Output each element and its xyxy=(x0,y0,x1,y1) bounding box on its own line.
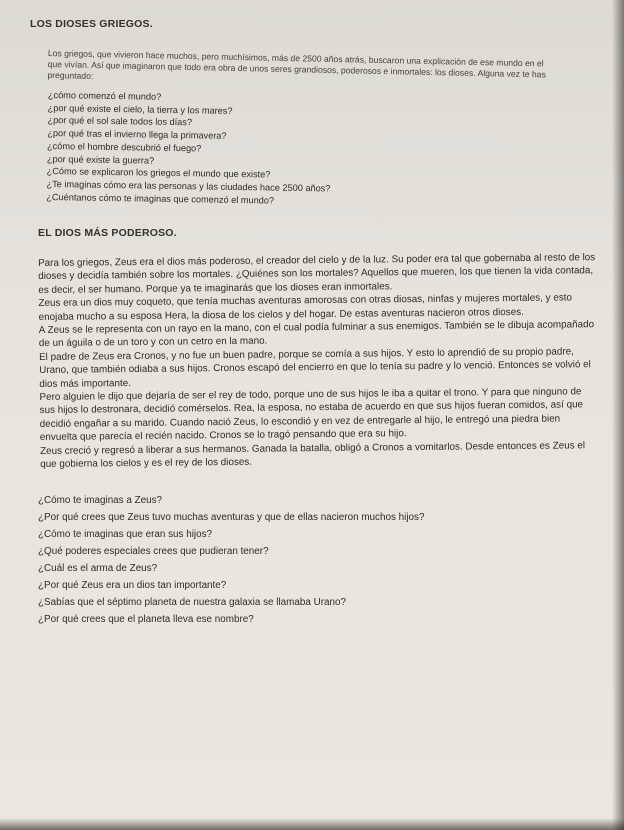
intro-paragraph: Los griegos, que vivieron hace muchos, pero muchísimos, más de 2500 años atrás, buscaron una explicación de ese mundo en el que vivían. Así que imaginaron que todo era obra de unos seres grandiosos, poderosos e inmortales: los dioses. Alguna vez te has preguntado: xyxy=(47,48,546,81)
list-item: ¿Cómo te imaginas a Zeus? xyxy=(38,494,163,506)
paragraph: Para los griegos, Zeus era el dios más poderoso, el creador del cielo y de la luz. Su poder era tal que gobernaba al resto de los dioses y decidía también sobre los mortales. ¿Quiénes son los mortales? Aquellos que mueren, los que tienen la vida contada, es decir, el ser humano. Porque ya te imaginarás que los dioses eran inmortales. xyxy=(38,252,596,297)
page-edge-shadow-bottom xyxy=(0,818,624,830)
list-item: ¿Sabías que el séptimo planeta de nuestra galaxia se llamaba Urano? xyxy=(38,596,346,608)
list-item: ¿cómo comenzó el mundo? xyxy=(47,89,162,102)
list-item: ¿cómo el hombre descubrió el fuego? xyxy=(47,140,202,154)
paragraph: El padre de Zeus era Cronos, y no fue un buen padre, porque se comía a sus hijos. Y esto lo aprendió de su propio padre, Urano, que también odiaba a sus hijos. Cronos escapó del encierro en que lo tenía su padre y lo venció. Entonces se volvió el dios más importante. xyxy=(38,346,591,390)
paragraph: Zeus creció y regresó a liberar a sus hermanos. Ganada la batalla, obligó a Cronos a vomitarlos. Desde entonces es Zeus el que gobierna los cielos y es el rey de los dioses. xyxy=(39,440,586,471)
document-title: LOS DIOSES GRIEGOS. xyxy=(30,18,153,30)
page-edge-shadow-right xyxy=(612,0,624,830)
list-item: ¿por qué existe el cielo, la tierra y los mares? xyxy=(47,102,233,116)
paragraph: Zeus era un dios muy coqueto, que tenía muchas aventuras amorosas con otras diosas, ninfas y mujeres mortales, y esto enojaba mucho a su esposa Hera, la diosa de los cielos y del hogar. De estas aventuras nacieron otros dioses. xyxy=(38,292,573,323)
list-item: ¿por qué existe la guerra? xyxy=(46,153,155,166)
list-item: ¿Por qué Zeus era un dios tan importante? xyxy=(38,579,227,591)
list-item: ¿Cómo te imaginas que eran sus hijos? xyxy=(38,528,212,540)
list-item: ¿Cuál es el arma de Zeus? xyxy=(38,562,158,574)
list-item: ¿Qué poderes especiales crees que pudieran tener? xyxy=(38,545,269,557)
list-item: ¿Cuéntanos cómo te imaginas que comenzó el mundo? xyxy=(46,191,275,206)
list-item: ¿Te imaginas cómo era las personas y las ciudades hace 2500 años? xyxy=(46,178,331,194)
list-item: ¿por qué tras el invierno llega la primavera? xyxy=(47,128,227,141)
section-title: EL DIOS MÁS PODEROSO. xyxy=(38,227,177,240)
paragraph: Pero alguien le dijo que dejaría de ser el rey de todo, porque uno de sus hijos le iba a quitar el trono. Y para que ninguno de sus hijos lo destronara, decidió comérselos. Rea, la esposa, no estaba de acuerdo en que sus hijos fueran comidos, así que decidió engañar a su marido. Cuando nació Zeus, lo escondió y en vez de entregarle al hijo, le entregó una piedra bien envuelta que parecía el recién nacido. Cronos se lo tragó pensando que era su hijo. xyxy=(39,386,584,444)
list-item: ¿por qué el sol sale todos los días? xyxy=(47,115,193,128)
final-questions xyxy=(38,492,598,628)
paragraph: A Zeus se le representa con un rayo en la mano, con el cual podía fulminar a sus enemigos. También se le dibuja acompañado de un águila o de un toro y con un cetro en la mano. xyxy=(38,319,595,350)
list-item: ¿Cómo se explicaron los griegos el mundo que existe? xyxy=(46,166,271,180)
section-body xyxy=(38,251,600,471)
intro-questions xyxy=(46,89,598,212)
list-item: ¿Por qué crees que Zeus tuvo muchas aventuras y que de ellas nacieron muchos hijos? xyxy=(38,511,425,523)
list-item: ¿Por qué crees que el planeta lleva ese nombre? xyxy=(38,613,254,625)
